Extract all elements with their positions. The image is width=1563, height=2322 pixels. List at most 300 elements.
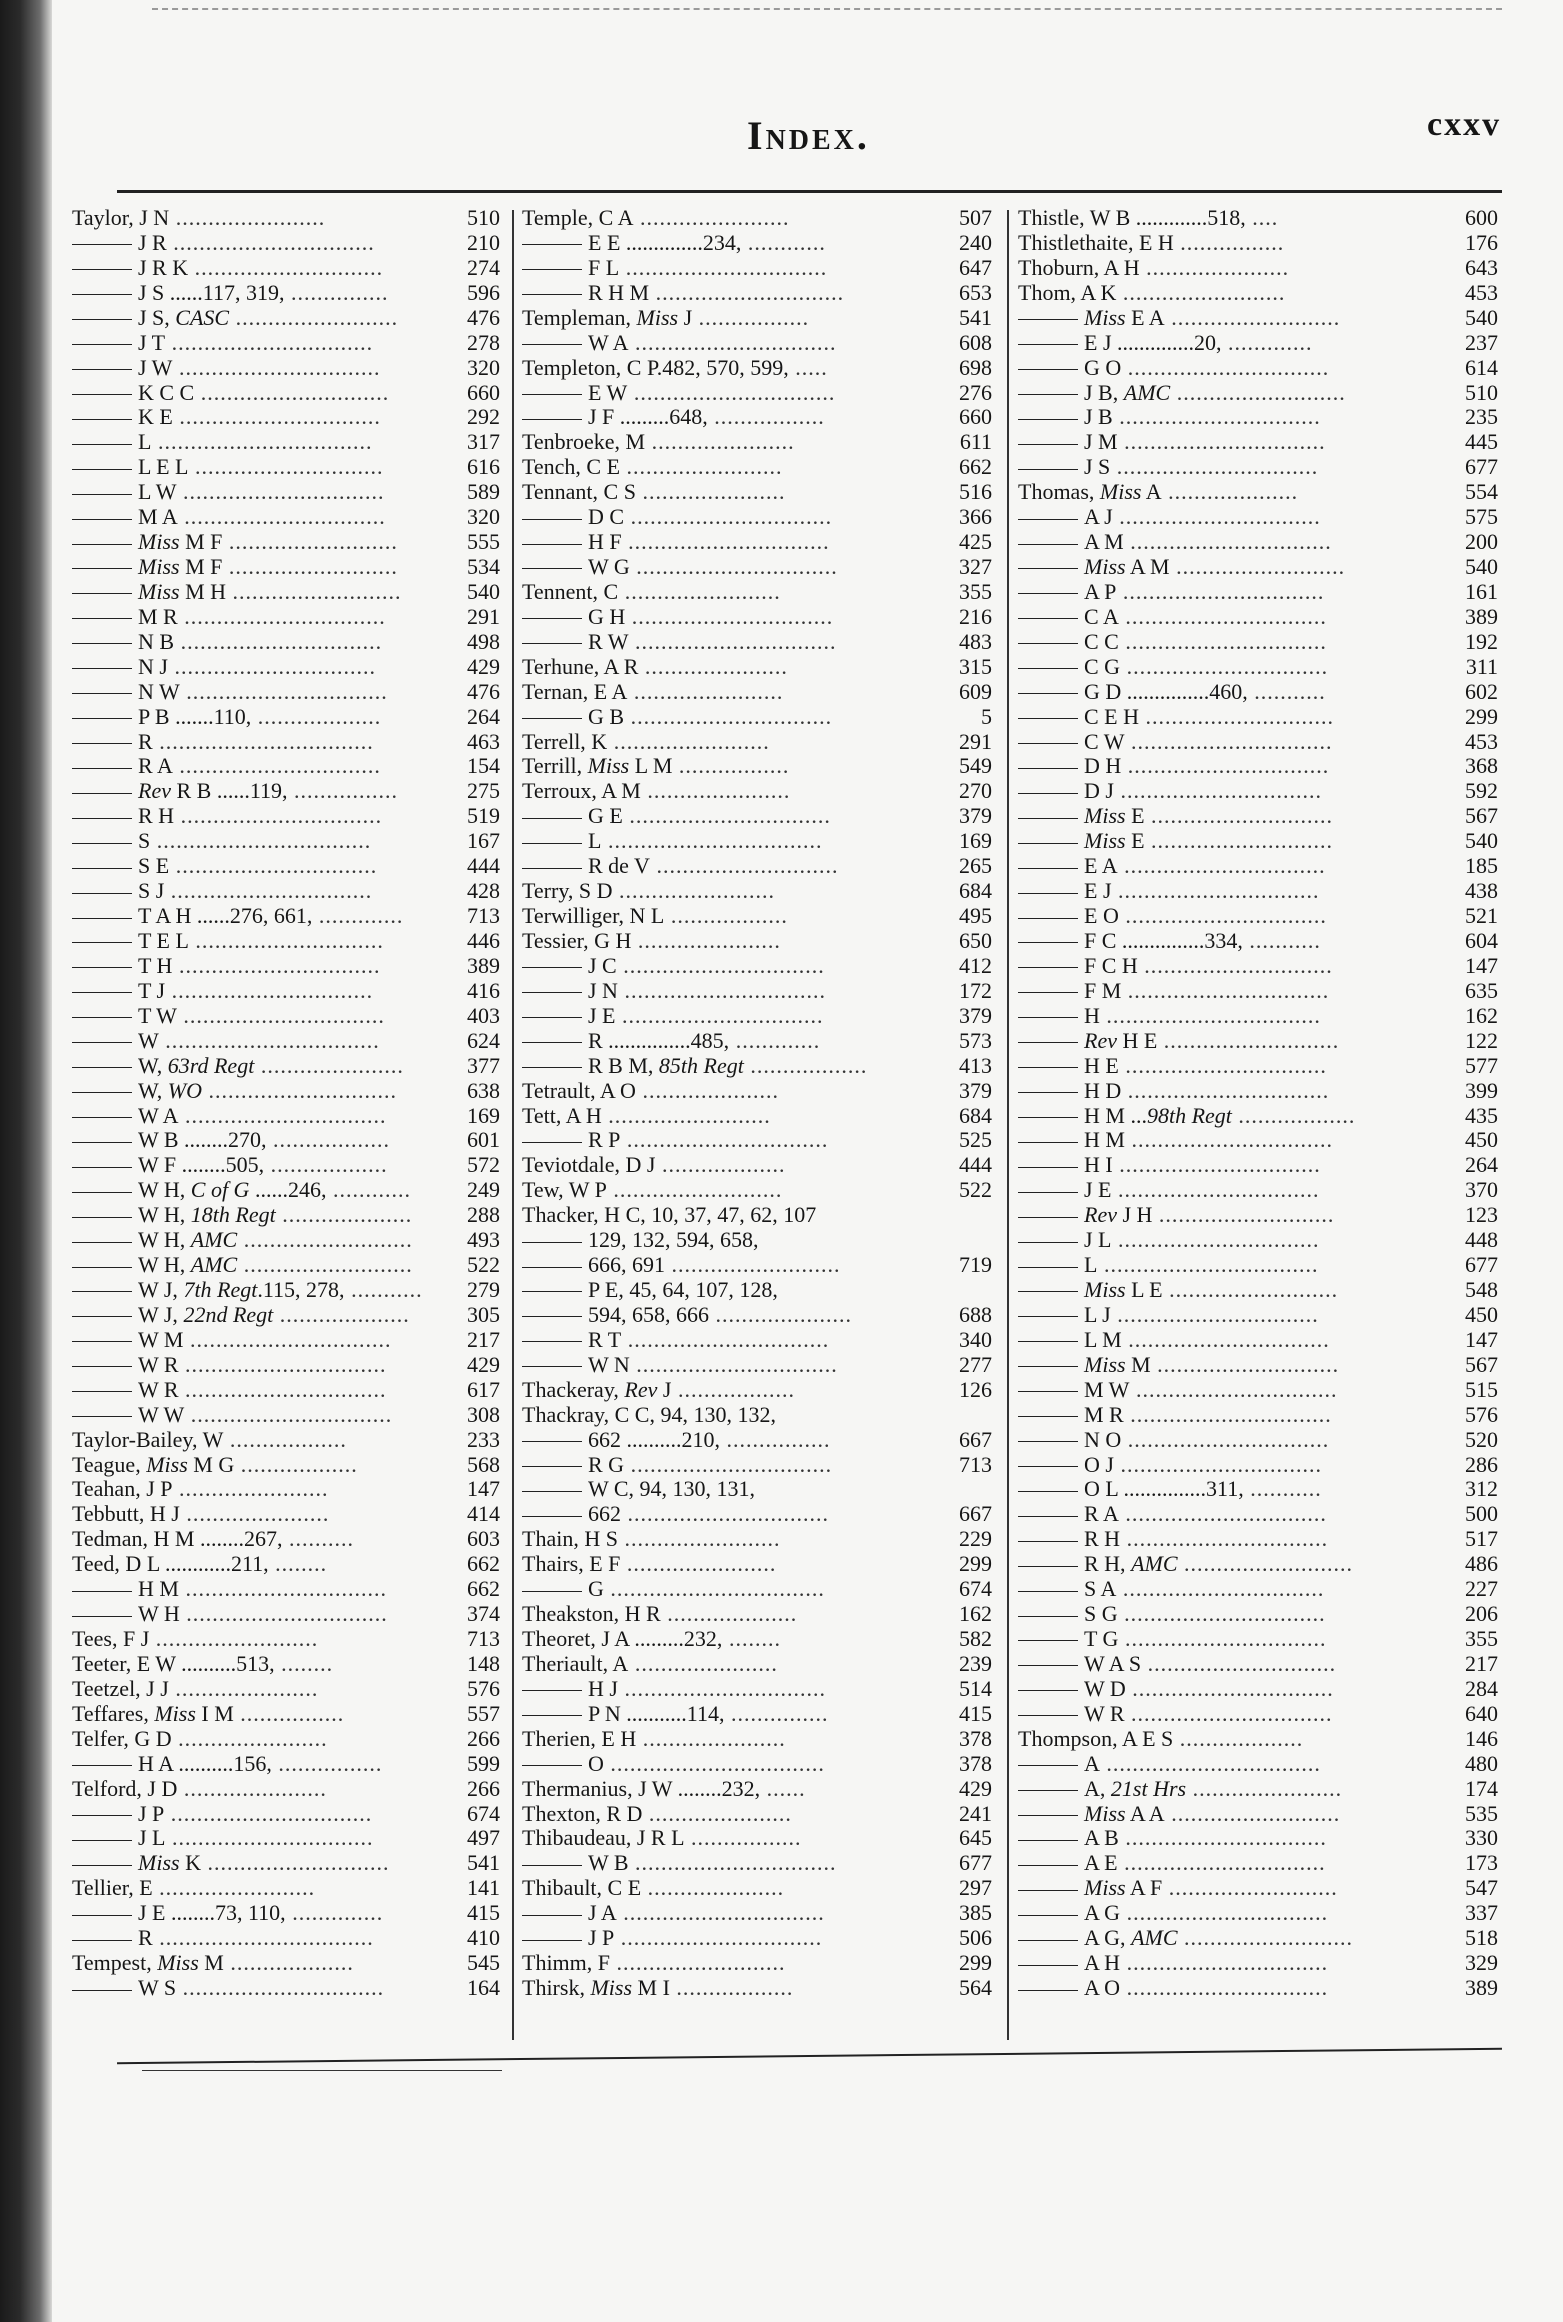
index-entry <box>1018 579 1498 604</box>
leader-dots: ...................... <box>638 653 788 679</box>
leader-dots: ..... <box>788 354 828 380</box>
leader-dots: ............................... <box>1113 1451 1322 1477</box>
entry-page-number: 500 <box>1465 1501 1498 1527</box>
ditto-dash <box>72 1341 132 1342</box>
leader-dots: ............ <box>326 1177 411 1203</box>
entry-name: L <box>1084 1252 1098 1278</box>
entry-page-number: 674 <box>467 1800 500 1826</box>
ditto-dash <box>1018 1715 1078 1716</box>
index-entry <box>522 778 992 803</box>
entry-name: N J <box>138 653 168 679</box>
leader-dots: ...................... <box>636 1725 786 1751</box>
entry-page-number: 483 <box>959 628 992 654</box>
entry-name: Telford, J D <box>72 1775 178 1801</box>
entry-name: Taylor, J N <box>72 205 170 230</box>
page-title: Index. <box>747 113 870 158</box>
entry-name: R ...............485, <box>588 1027 730 1053</box>
index-entry <box>1018 1751 1498 1776</box>
leader-dots: .......................... <box>237 1252 413 1278</box>
index-entry <box>72 380 500 405</box>
leader-dots: ............................... <box>164 878 373 904</box>
index-entry <box>522 928 992 953</box>
index-entry <box>72 1252 500 1277</box>
ditto-dash <box>72 918 132 919</box>
ditto-dash <box>1018 344 1078 345</box>
ditto-dash <box>1018 868 1078 869</box>
index-entry <box>72 1925 500 1950</box>
entry-name: J E <box>1084 1177 1112 1203</box>
index-entry <box>1018 1352 1498 1377</box>
leader-dots: .................. <box>669 1975 794 2001</box>
entry-page-number: 192 <box>1465 628 1498 654</box>
entry-name: F L <box>588 254 620 280</box>
entry-page-number: 239 <box>959 1650 992 1676</box>
ditto-dash <box>72 369 132 370</box>
index-entry <box>72 604 500 629</box>
entry-name: T G <box>1084 1626 1119 1652</box>
leader-dots: ............................... <box>621 1326 830 1352</box>
entry-page-number: 355 <box>1465 1626 1498 1652</box>
ditto-dash <box>1018 1242 1078 1243</box>
index-entry <box>1018 1576 1498 1601</box>
ditto-dash <box>1018 1142 1078 1143</box>
ditto-dash <box>1018 1067 1078 1068</box>
ditto-dash <box>1018 1042 1078 1043</box>
ditto-dash <box>1018 793 1078 794</box>
entry-page-number: 647 <box>959 254 992 280</box>
entry-name: G D ...............460, <box>1084 678 1248 704</box>
leader-dots: ............................. <box>194 379 390 405</box>
ditto-dash <box>72 294 132 295</box>
entry-page-number: 660 <box>959 404 992 430</box>
leader-dots: ............................... <box>614 1925 823 1951</box>
ditto-dash <box>72 394 132 395</box>
entry-page-number: 410 <box>467 1925 500 1951</box>
index-entry <box>72 1028 500 1053</box>
leader-dots: .......................... <box>1162 1875 1338 1901</box>
entry-name: Therien, E H <box>522 1725 637 1751</box>
index-entry <box>1018 1726 1498 1751</box>
entry-name: R <box>138 728 153 754</box>
leader-dots: ............................ <box>200 1850 390 1876</box>
entry-name: Teffares, Miss I M <box>72 1700 234 1726</box>
index-entry <box>522 1726 992 1751</box>
leader-dots: ............................... <box>165 1825 374 1851</box>
entry-page-number: 266 <box>467 1725 500 1751</box>
index-entry <box>72 1327 500 1352</box>
entry-page-number: 292 <box>467 404 500 430</box>
leader-dots: ............................... <box>172 952 381 978</box>
index-entry <box>72 1078 500 1103</box>
entry-name: O J <box>1084 1451 1114 1477</box>
leader-dots: .......................... <box>226 578 402 604</box>
leader-dots: ............................... <box>184 1401 393 1427</box>
entry-page-number: 174 <box>1465 1775 1498 1801</box>
ditto-dash <box>72 643 132 644</box>
ditto-dash <box>72 743 132 744</box>
entry-name: Tebbutt, H J <box>72 1501 180 1527</box>
entry-name: L W <box>138 479 177 505</box>
index-entry <box>72 1103 500 1128</box>
ditto-dash <box>72 1042 132 1043</box>
leader-dots: .......................... <box>222 529 398 555</box>
entry-page-number: 540 <box>1465 828 1498 854</box>
entry-page-number: 476 <box>467 678 500 704</box>
leader-dots: ............................... <box>628 329 837 355</box>
entry-page-number: 147 <box>1465 1326 1498 1352</box>
leader-dots: ............................. <box>188 927 384 953</box>
index-entry <box>72 404 500 429</box>
index-entry <box>72 1452 500 1477</box>
entry-name: Tetrault, A O <box>522 1077 636 1103</box>
entry-page-number: 616 <box>467 454 500 480</box>
ditto-dash <box>72 618 132 619</box>
entry-name: Thoburn, A H <box>1018 254 1140 280</box>
entry-name: Tees, F J <box>72 1626 150 1652</box>
entry-name: M R <box>138 603 178 629</box>
leader-dots: ............... <box>284 279 389 305</box>
ditto-dash <box>522 718 582 719</box>
entry-page-number: 147 <box>467 1476 500 1502</box>
entry-name: E O <box>1084 903 1119 929</box>
entry-name: Miss A M <box>1084 554 1170 580</box>
entry-page-number: 206 <box>1465 1601 1498 1627</box>
index-entry <box>72 1202 500 1227</box>
entry-page-number: 514 <box>959 1675 992 1701</box>
entry-name: J A <box>588 1900 617 1926</box>
leader-dots: ........................... <box>1152 1202 1335 1228</box>
ditto-dash <box>72 1316 132 1317</box>
entry-page-number: 604 <box>1465 927 1498 953</box>
leader-dots: ....................... <box>171 1725 328 1751</box>
index-entry <box>72 1127 500 1152</box>
leader-dots: ...................... <box>631 927 781 953</box>
index-entry <box>1018 1701 1498 1726</box>
ditto-dash <box>1018 1291 1078 1292</box>
ditto-dash <box>1018 1092 1078 1093</box>
ditto-dash <box>72 593 132 594</box>
entry-page-number: 148 <box>467 1650 500 1676</box>
index-entry <box>1018 1402 1498 1427</box>
ditto-dash <box>72 1765 132 1766</box>
entry-name: R B M, 85th Regt <box>588 1052 744 1078</box>
entry-name: P B .......110, <box>138 703 252 729</box>
entry-page-number: 713 <box>467 903 500 929</box>
leader-dots: ............................... <box>178 1576 387 1602</box>
index-entry <box>1018 1825 1498 1850</box>
entry-page-number: 429 <box>467 1351 500 1377</box>
leader-dots: ................................. <box>152 728 374 754</box>
entry-name: Teahan, J P <box>72 1476 173 1502</box>
entry-name: Terry, S D <box>522 878 613 904</box>
index-entry <box>522 753 992 778</box>
entry-page-number: 602 <box>1465 678 1498 704</box>
index-entry <box>72 1950 500 1975</box>
index-entry <box>1018 604 1498 629</box>
ditto-dash <box>1018 1541 1078 1542</box>
index-entry <box>522 1402 992 1427</box>
entry-page-number: 567 <box>1465 1351 1498 1377</box>
index-entry <box>72 1476 500 1501</box>
leader-dots: ................... <box>251 703 382 729</box>
entry-page-number: 445 <box>1465 429 1498 455</box>
entry-page-number: 684 <box>959 1102 992 1128</box>
entry-name: Tew, W P <box>522 1177 607 1203</box>
entry-name: R A <box>138 753 173 779</box>
entry-page-number: 518 <box>1465 1925 1498 1951</box>
leader-dots: .................. <box>266 1127 391 1153</box>
ditto-dash <box>1018 369 1078 370</box>
entry-page-number: 315 <box>959 653 992 679</box>
entry-name: Tempest, Miss M <box>72 1950 224 1976</box>
entry-name: Rev J H <box>1084 1202 1153 1228</box>
index-entry <box>1018 1601 1498 1626</box>
ditto-dash <box>522 544 582 545</box>
ditto-dash <box>522 1915 582 1916</box>
entry-name: J W <box>138 354 173 380</box>
leader-dots: ............................... <box>183 1326 392 1352</box>
entry-name: J P <box>588 1925 615 1951</box>
index-entry <box>72 953 500 978</box>
index-entry <box>522 1202 992 1227</box>
ditto-dash <box>1018 444 1078 445</box>
index-entry <box>72 853 500 878</box>
entry-name: J L <box>1084 1227 1112 1253</box>
leader-dots: ............................... <box>616 1900 825 1926</box>
entry-page-number: 415 <box>467 1900 500 1926</box>
ditto-dash <box>522 1042 582 1043</box>
entry-page-number: 276 <box>959 379 992 405</box>
entry-name: H M ...98th Regt <box>1084 1102 1232 1128</box>
leader-dots: ............................. <box>188 254 384 280</box>
leader-dots: ................................. <box>151 429 373 455</box>
ditto-dash <box>1018 1217 1078 1218</box>
entry-page-number: 645 <box>959 1825 992 1851</box>
entry-name: N B <box>138 628 175 654</box>
entry-name: Templeman, Miss J <box>522 304 693 330</box>
entry-page-number: 429 <box>959 1775 992 1801</box>
ditto-dash <box>72 244 132 245</box>
ditto-dash <box>522 1516 582 1517</box>
entry-name: Taylor-Bailey, W <box>72 1426 224 1452</box>
leader-dots: ........................ <box>612 878 776 904</box>
ditto-dash <box>72 1192 132 1193</box>
index-entry <box>522 629 992 654</box>
index-entry <box>1018 853 1498 878</box>
index-entry <box>1018 1801 1498 1826</box>
leader-dots: .......................... <box>1169 554 1346 580</box>
leader-dots: ............................. <box>188 454 384 480</box>
leader-dots: ............................... <box>172 753 381 779</box>
entry-page-number: 564 <box>959 1975 992 2001</box>
entry-name: C G <box>1084 653 1121 679</box>
ditto-dash <box>1018 818 1078 819</box>
index-entry <box>72 1152 500 1177</box>
entry-name: R H M <box>588 279 650 305</box>
entry-page-number: 515 <box>1465 1376 1498 1402</box>
leader-dots: ............................... <box>174 628 383 654</box>
entry-name: Miss K <box>138 1850 201 1876</box>
ditto-dash <box>522 244 582 245</box>
index-entry <box>522 704 992 729</box>
leader-dots: ...................... <box>168 1675 319 1701</box>
index-entry <box>1018 1053 1498 1078</box>
index-entry <box>1018 1028 1498 1053</box>
leader-dots: .......... <box>282 1526 354 1552</box>
entry-name: R W <box>588 628 629 654</box>
index-entry <box>1018 1252 1498 1277</box>
entry-page-number: 284 <box>1465 1675 1498 1701</box>
index-entry <box>72 1576 500 1601</box>
entry-page-number: 240 <box>959 229 992 255</box>
index-entry <box>1018 1476 1498 1501</box>
entry-name: Teed, D L ............211, <box>72 1551 269 1577</box>
leader-dots: ............................... <box>172 404 381 430</box>
index-entry <box>72 1053 500 1078</box>
index-entry <box>1018 1526 1498 1551</box>
ditto-dash <box>72 1840 132 1841</box>
leader-dots: ............................... <box>625 603 834 629</box>
index-entry <box>72 479 500 504</box>
entry-name: W J, 22nd Regt <box>138 1301 274 1327</box>
index-entry <box>522 1177 992 1202</box>
leader-dots: ................................. <box>152 1925 374 1951</box>
leader-dots: ............................... <box>617 977 826 1003</box>
entry-page-number: 217 <box>467 1326 500 1352</box>
leader-dots: ............................ <box>649 853 839 879</box>
entry-page-number: 233 <box>467 1426 500 1452</box>
index-entry <box>1018 1900 1498 1925</box>
leader-dots: .............. <box>285 1900 384 1926</box>
entry-page-number: 340 <box>959 1326 992 1352</box>
entry-name: P N ...........114, <box>588 1700 725 1726</box>
entry-name: L J <box>1084 1301 1111 1327</box>
ditto-dash <box>522 1591 582 1592</box>
leader-dots: ............................... <box>1125 1675 1334 1701</box>
index-entry <box>522 1327 992 1352</box>
leader-dots: ............................... <box>621 529 830 555</box>
leader-dots: ................ <box>1173 229 1285 255</box>
ditto-dash <box>522 868 582 869</box>
entry-name: T J <box>138 977 166 1003</box>
column-divider <box>512 210 514 2040</box>
entry-page-number: 161 <box>1465 578 1498 604</box>
ditto-dash <box>72 1267 132 1268</box>
entry-name: J M <box>1084 429 1118 455</box>
index-entry <box>1018 355 1498 380</box>
leader-dots: ......................... <box>1116 279 1286 305</box>
index-entry <box>522 554 992 579</box>
index-entry <box>1018 479 1498 504</box>
ditto-dash <box>522 1142 582 1143</box>
index-entry <box>72 704 500 729</box>
leader-dots: ................ <box>720 1426 831 1452</box>
entry-name: O <box>588 1750 604 1776</box>
ditto-dash <box>1018 1566 1078 1567</box>
index-entry <box>1018 380 1498 405</box>
entry-page-number: 568 <box>467 1451 500 1477</box>
leader-dots: ........................ <box>152 1875 316 1901</box>
leader-dots: ........... <box>1243 1476 1322 1502</box>
entry-name: A G <box>1084 1900 1121 1926</box>
index-entry <box>1018 878 1498 903</box>
ditto-dash <box>522 419 582 420</box>
entry-name: A B <box>1084 1825 1119 1851</box>
index-entry <box>72 330 500 355</box>
entry-page-number: 241 <box>959 1800 992 1826</box>
entry-name: Theoret, J A .........232, <box>522 1626 723 1652</box>
ditto-dash <box>522 1441 582 1442</box>
leader-dots: ............................... <box>178 1376 387 1402</box>
ditto-dash <box>1018 893 1078 894</box>
leader-dots: ........ <box>722 1626 781 1652</box>
index-entry <box>1018 1202 1498 1227</box>
leader-dots: ............................... <box>620 1127 829 1153</box>
leader-dots: ................................. <box>1097 1252 1319 1278</box>
entry-name: Thomas, Miss A <box>1018 479 1162 505</box>
leader-dots: ........................ <box>607 728 770 754</box>
index-entry <box>1018 1177 1498 1202</box>
ditto-dash <box>522 1242 582 1243</box>
index-entry <box>1018 1277 1498 1302</box>
index-entry <box>72 554 500 579</box>
ditto-dash <box>72 319 132 320</box>
leader-dots: ............................... <box>179 1601 388 1627</box>
entry-page-number: 275 <box>467 778 500 804</box>
ditto-dash <box>72 843 132 844</box>
leader-dots: ................................. <box>601 828 823 854</box>
index-entry <box>1018 778 1498 803</box>
entry-page-number: 216 <box>959 603 992 629</box>
entry-name: H A ..........156, <box>138 1750 272 1776</box>
leader-dots: ..................... <box>709 1301 852 1327</box>
leader-dots: .......................... <box>606 1177 783 1203</box>
ditto-dash <box>522 643 582 644</box>
entry-name: H J <box>588 1675 618 1701</box>
index-entry <box>72 1277 500 1302</box>
entry-name: A H <box>1084 1950 1121 1976</box>
leader-dots: .................... <box>273 1301 410 1327</box>
entry-page-number: 389 <box>1465 603 1498 629</box>
entry-page-number: 608 <box>959 329 992 355</box>
entry-name: G O <box>1084 354 1122 380</box>
index-entry <box>1018 1950 1498 1975</box>
leader-dots: ............................... <box>1111 1227 1320 1253</box>
entry-page-number: 624 <box>467 1027 500 1053</box>
entry-page-number: 549 <box>959 753 992 779</box>
ditto-dash <box>1018 1815 1078 1816</box>
ditto-dash <box>1018 1591 1078 1592</box>
entry-page-number: 291 <box>959 728 992 754</box>
leader-dots: ........... <box>1242 927 1321 953</box>
entry-page-number: 379 <box>959 1002 992 1028</box>
index-entry <box>522 1875 992 1900</box>
index-entry <box>72 1003 500 1028</box>
index-entry <box>1018 828 1498 853</box>
leader-dots: ....................... <box>620 1551 777 1577</box>
index-entry <box>522 1476 992 1501</box>
leader-dots: ...................... <box>635 479 786 505</box>
leader-dots: ............................... <box>622 803 831 829</box>
leader-dots: ............................... <box>1116 578 1325 604</box>
entry-name: Teviotdale, D J <box>522 1152 656 1178</box>
ditto-dash <box>72 419 132 420</box>
index-entry <box>72 903 500 928</box>
entry-page-number: 662 <box>959 454 992 480</box>
entry-name: S J <box>138 878 165 904</box>
entry-name: W W <box>138 1401 185 1427</box>
entry-page-number: 453 <box>1465 728 1498 754</box>
